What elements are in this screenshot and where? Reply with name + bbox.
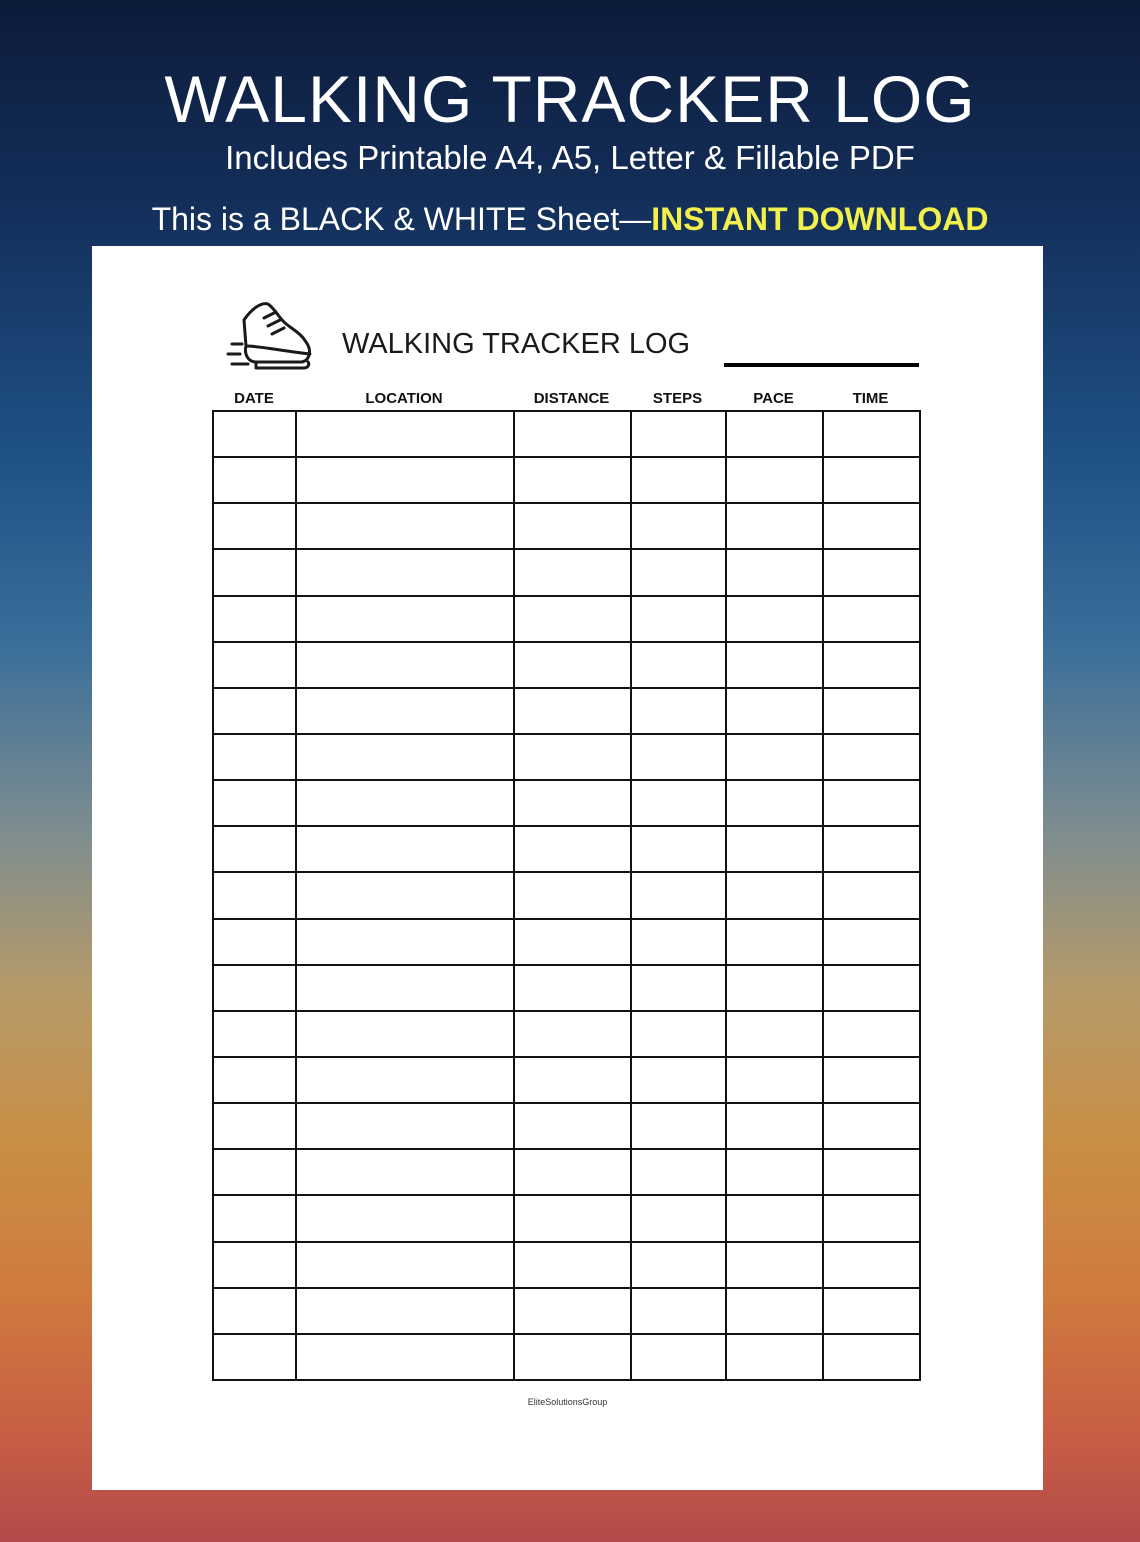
log-cell-pace[interactable] [726, 734, 823, 780]
log-cell-time[interactable] [823, 1103, 920, 1149]
log-cell-location[interactable] [296, 549, 514, 595]
log-cell-time[interactable] [823, 1057, 920, 1103]
log-cell-pace[interactable] [726, 688, 823, 734]
table-row [213, 1334, 920, 1380]
tracker-sheet [92, 246, 1043, 1490]
log-cell-pace[interactable] [726, 642, 823, 688]
log-cell-pace[interactable] [726, 1242, 823, 1288]
tagline-text: This is a BLACK & WHITE Sheet— [151, 201, 652, 237]
log-cell-date[interactable] [213, 596, 296, 642]
log-cell-date[interactable] [213, 1149, 296, 1195]
walking-shoe-icon [226, 298, 316, 382]
log-cell-steps[interactable] [631, 780, 726, 826]
column-header-time: TIME [852, 390, 889, 407]
log-cell-location[interactable] [296, 1242, 514, 1288]
table-row [213, 780, 920, 826]
log-cell-distance[interactable] [514, 642, 631, 688]
column-header-date: DATE [234, 390, 274, 407]
log-cell-steps[interactable] [631, 642, 726, 688]
log-cell-location[interactable] [296, 503, 514, 549]
log-cell-time[interactable] [823, 1288, 920, 1334]
log-cell-date[interactable] [213, 872, 296, 918]
log-cell-distance[interactable] [514, 919, 631, 965]
log-cell-location[interactable] [296, 734, 514, 780]
log-cell-distance[interactable] [514, 780, 631, 826]
log-cell-steps[interactable] [631, 919, 726, 965]
log-cell-distance[interactable] [514, 596, 631, 642]
table-row [213, 965, 920, 1011]
instant-download-text: INSTANT DOWNLOAD [651, 201, 989, 237]
column-header-distance: DISTANCE [533, 390, 610, 407]
table-row [213, 1057, 920, 1103]
page-title: WALKING TRACKER LOG [164, 62, 976, 136]
column-header-steps: STEPS [652, 390, 703, 407]
table-row [213, 457, 920, 503]
column-header-pace: PACE [753, 390, 794, 407]
log-cell-date[interactable] [213, 1195, 296, 1241]
log-cell-steps[interactable] [631, 1011, 726, 1057]
log-cell-distance[interactable] [514, 1195, 631, 1241]
log-cell-pace[interactable] [726, 457, 823, 503]
tagline [0, 203, 1140, 235]
log-cell-steps[interactable] [631, 457, 726, 503]
log-cell-pace[interactable] [726, 780, 823, 826]
log-cell-time[interactable] [823, 1195, 920, 1241]
log-cell-steps[interactable] [631, 596, 726, 642]
log-cell-date[interactable] [213, 1057, 296, 1103]
log-cell-steps[interactable] [631, 1057, 726, 1103]
sheet-title: WALKING TRACKER LOG [342, 328, 691, 360]
log-cell-date[interactable] [213, 1334, 296, 1380]
table-row [213, 688, 920, 734]
log-cell-location[interactable] [296, 1334, 514, 1380]
log-cell-location[interactable] [296, 1149, 514, 1195]
log-cell-location[interactable] [296, 1057, 514, 1103]
log-cell-time[interactable] [823, 1242, 920, 1288]
table-row [213, 596, 920, 642]
log-cell-steps[interactable] [631, 1195, 726, 1241]
log-cell-time[interactable] [823, 872, 920, 918]
page-subtitle: Includes Printable A4, A5, Letter & Fillable PDF [225, 139, 915, 176]
log-cell-distance[interactable] [514, 549, 631, 595]
log-cell-steps[interactable] [631, 549, 726, 595]
table-row [213, 1103, 920, 1149]
log-cell-time[interactable] [823, 826, 920, 872]
log-cell-pace[interactable] [726, 503, 823, 549]
table-row [213, 1149, 920, 1195]
log-cell-pace[interactable] [726, 1057, 823, 1103]
table-row [213, 503, 920, 549]
log-cell-location[interactable] [296, 411, 514, 457]
table-row [213, 872, 920, 918]
log-cell-date[interactable] [213, 826, 296, 872]
table-row [213, 642, 920, 688]
log-cell-steps[interactable] [631, 826, 726, 872]
log-cell-location[interactable] [296, 1103, 514, 1149]
log-cell-time[interactable] [823, 411, 920, 457]
log-cell-time[interactable] [823, 1011, 920, 1057]
table-row [213, 1242, 920, 1288]
log-cell-steps[interactable] [631, 1103, 726, 1149]
log-cell-distance[interactable] [514, 503, 631, 549]
log-cell-steps[interactable] [631, 688, 726, 734]
log-cell-location[interactable] [296, 596, 514, 642]
log-cell-time[interactable] [823, 549, 920, 595]
log-cell-location[interactable] [296, 1288, 514, 1334]
log-cell-distance[interactable] [514, 1011, 631, 1057]
log-cell-distance[interactable] [514, 1334, 631, 1380]
log-cell-distance[interactable] [514, 1288, 631, 1334]
log-cell-distance[interactable] [514, 734, 631, 780]
log-cell-pace[interactable] [726, 1195, 823, 1241]
log-cell-time[interactable] [823, 1334, 920, 1380]
log-cell-time[interactable] [823, 965, 920, 1011]
log-cell-date[interactable] [213, 457, 296, 503]
log-table [212, 410, 921, 1381]
log-cell-pace[interactable] [726, 411, 823, 457]
log-cell-time[interactable] [823, 457, 920, 503]
footer-brand: EliteSolutionsGroup [527, 1397, 608, 1407]
log-cell-date[interactable] [213, 734, 296, 780]
log-cell-location[interactable] [296, 826, 514, 872]
log-cell-steps[interactable] [631, 1288, 726, 1334]
log-cell-time[interactable] [823, 780, 920, 826]
log-cell-location[interactable] [296, 1195, 514, 1241]
log-cell-pace[interactable] [726, 1149, 823, 1195]
log-cell-pace[interactable] [726, 826, 823, 872]
table-row [213, 1288, 920, 1334]
log-cell-pace[interactable] [726, 596, 823, 642]
log-cell-pace[interactable] [726, 549, 823, 595]
log-cell-location[interactable] [296, 919, 514, 965]
column-header-location: LOCATION [365, 390, 443, 407]
log-cell-pace[interactable] [726, 1103, 823, 1149]
log-cell-steps[interactable] [631, 1334, 726, 1380]
log-cell-distance[interactable] [514, 1103, 631, 1149]
log-cell-date[interactable] [213, 1011, 296, 1057]
log-cell-location[interactable] [296, 965, 514, 1011]
log-cell-date[interactable] [213, 688, 296, 734]
log-cell-distance[interactable] [514, 1057, 631, 1103]
log-cell-distance[interactable] [514, 688, 631, 734]
log-cell-distance[interactable] [514, 457, 631, 503]
log-cell-date[interactable] [213, 411, 296, 457]
log-cell-distance[interactable] [514, 872, 631, 918]
log-cell-date[interactable] [213, 642, 296, 688]
log-cell-location[interactable] [296, 457, 514, 503]
log-cell-time[interactable] [823, 596, 920, 642]
log-cell-pace[interactable] [726, 872, 823, 918]
log-cell-steps[interactable] [631, 1242, 726, 1288]
name-line [724, 363, 919, 367]
log-cell-steps[interactable] [631, 1149, 726, 1195]
log-cell-distance[interactable] [514, 411, 631, 457]
log-cell-time[interactable] [823, 503, 920, 549]
log-cell-date[interactable] [213, 919, 296, 965]
log-cell-distance[interactable] [514, 826, 631, 872]
table-row [213, 1195, 920, 1241]
log-cell-time[interactable] [823, 688, 920, 734]
log-cell-pace[interactable] [726, 1011, 823, 1057]
log-cell-time[interactable] [823, 734, 920, 780]
log-cell-date[interactable] [213, 965, 296, 1011]
log-cell-distance[interactable] [514, 965, 631, 1011]
log-cell-steps[interactable] [631, 872, 726, 918]
table-row [213, 411, 920, 457]
table-row [213, 549, 920, 595]
log-cell-steps[interactable] [631, 734, 726, 780]
log-cell-date[interactable] [213, 549, 296, 595]
log-cell-steps[interactable] [631, 411, 726, 457]
log-cell-location[interactable] [296, 1011, 514, 1057]
log-cell-date[interactable] [213, 1242, 296, 1288]
log-cell-pace[interactable] [726, 1334, 823, 1380]
log-cell-time[interactable] [823, 919, 920, 965]
log-cell-date[interactable] [213, 503, 296, 549]
log-cell-time[interactable] [823, 1149, 920, 1195]
table-row [213, 826, 920, 872]
log-cell-location[interactable] [296, 872, 514, 918]
log-cell-location[interactable] [296, 642, 514, 688]
log-cell-steps[interactable] [631, 503, 726, 549]
log-cell-pace[interactable] [726, 1288, 823, 1334]
log-cell-pace[interactable] [726, 919, 823, 965]
log-cell-location[interactable] [296, 780, 514, 826]
log-cell-distance[interactable] [514, 1149, 631, 1195]
table-row [213, 734, 920, 780]
log-cell-date[interactable] [213, 1288, 296, 1334]
table-row [213, 919, 920, 965]
log-cell-distance[interactable] [514, 1242, 631, 1288]
log-cell-location[interactable] [296, 688, 514, 734]
log-cell-steps[interactable] [631, 965, 726, 1011]
table-row [213, 1011, 920, 1057]
log-cell-date[interactable] [213, 1103, 296, 1149]
log-cell-date[interactable] [213, 780, 296, 826]
log-cell-pace[interactable] [726, 965, 823, 1011]
log-cell-time[interactable] [823, 642, 920, 688]
